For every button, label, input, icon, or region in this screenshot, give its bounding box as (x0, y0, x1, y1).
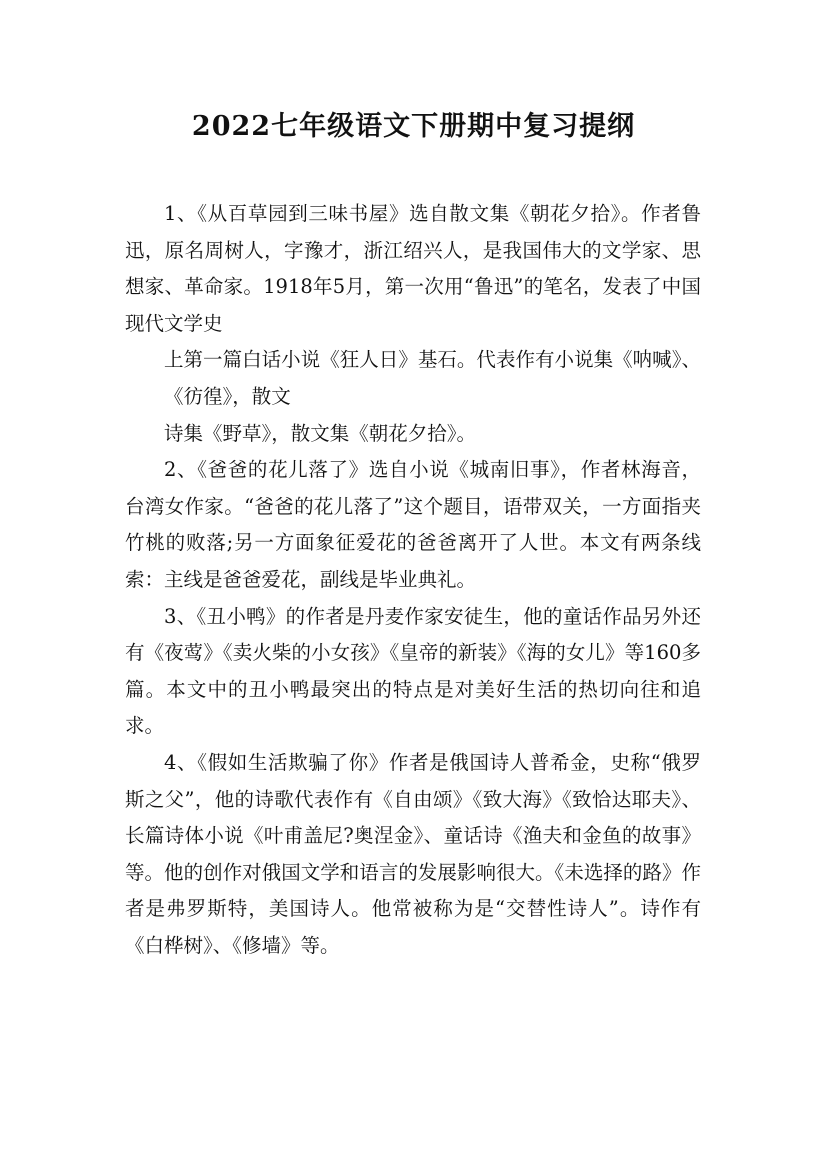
page-title: 2022七年级语文下册期中复习提纲 (191, 111, 636, 142)
paragraph-3: 3、《丑小鸭》的作者是丹麦作家安徒生，他的童话作品另外还有《夜莺》《卖火柴的小女孩》《皇帝的新装》《海的女儿》等160多篇。本文中的丑小鸭最突出的特点是对美好生活的热切向往和追求。 (125, 604, 701, 738)
document-body (125, 196, 701, 964)
paragraph-1-continued-2: 诗集《野草》，散文集《朝花夕拾》。 (164, 421, 477, 445)
paragraph-1-continued: 上第一篇白话小说《狂人日》基石。代表作有小说集《呐喊》、《彷徨》，散文 (164, 348, 701, 408)
paragraph-1: 1、《从百草园到三味书屋》选自散文集《朝花夕拾》。作者鲁迅，原名周树人，字豫才，浙江绍兴人，是我国伟大的文学家、思想家、革命家。1918年5月，第一次用“鲁迅”的笔名，发表了中国现代文学史 (125, 202, 701, 335)
paragraph-2: 2、《爸爸的花儿落了》选自小说《城南旧事》，作者林海音，台湾女作家。“爸爸的花儿落了”这个题目，语带双关，一方面指夹竹桃的败落;另一方面象征爱花的爸爸离开了人世。本文有两条线索：主线是爸爸爱花，副线是毕业典礼。 (125, 458, 701, 591)
paragraph-4: 4、《假如生活欺骗了你》作者是俄国诗人普希金，史称“俄罗斯之父”，他的诗歌代表作有《自由颂》《致大海》《致恰达耶夫》、长篇诗体小说《叶甫盖尼?奥涅金》、童话诗《渔夫和金鱼的故事》等。他的创作对俄国文学和语言的发展影响很大。《未选择的路》作者是弗罗斯特，美国诗人。他常被称为是“交替性诗人”。诗作有《白桦树》、《修墙》等。 (125, 750, 701, 957)
